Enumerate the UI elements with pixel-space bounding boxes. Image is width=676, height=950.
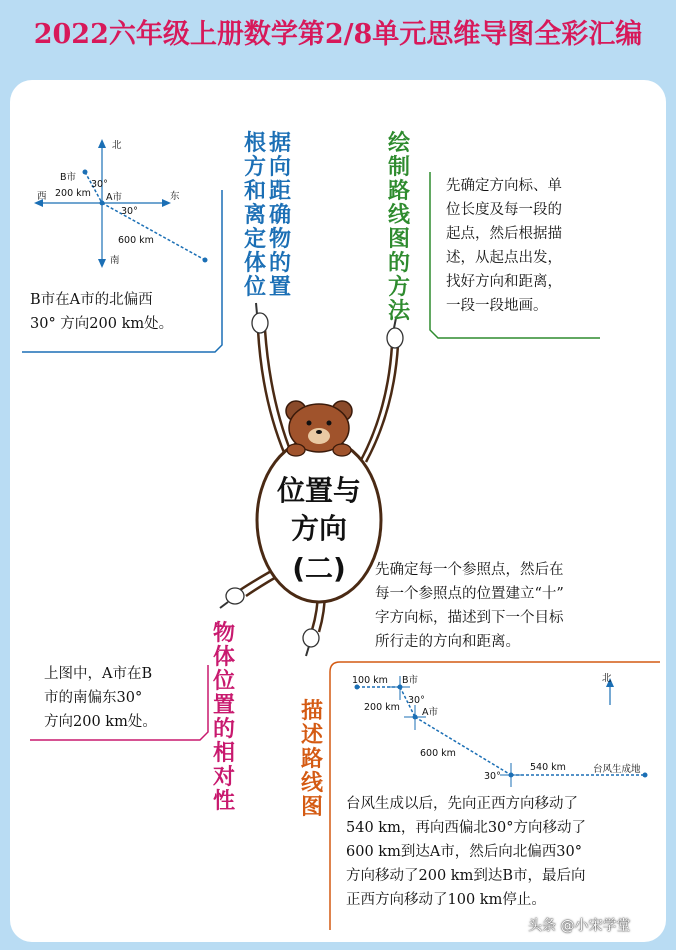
arm-right (360, 345, 392, 462)
diagram1-west: 西 (37, 191, 47, 202)
heading-position-col1: 根方和离定体位 (243, 131, 266, 300)
diagram1-east: 东 (170, 191, 180, 202)
note-route-method: 先确定方向标、单 位长度及每一段的 起点，然后根据描 述，从起点出发， 找好方向和距离， 一段一段地画。 (446, 178, 562, 314)
route-dist-100: 100 km (352, 675, 388, 686)
diagram1-dist1: 200 km (55, 188, 91, 199)
note-position: B市在A市的北偏西 30° 方向200 km处。 (30, 292, 174, 332)
route-angle: 30° (408, 695, 425, 706)
bear-icon (286, 401, 352, 456)
heading-describe-route: 描述路线图 (300, 699, 323, 820)
watermark: 头条 @小宋学堂 (528, 918, 631, 934)
diagram1-angle2: 30° (121, 206, 138, 217)
center-title-line1: 位置与 (276, 474, 362, 507)
route-dist-600: 600 km (420, 748, 456, 759)
arm-left (258, 330, 285, 455)
heading-position-col2: 据向距确物的置 (268, 131, 291, 300)
route-diagram (352, 672, 648, 787)
note-relativity: 上图中，A市在B 市的南偏东30° 方向200 km处。 (44, 666, 157, 730)
route-city-a: A市 (422, 707, 438, 718)
hand-left-icon (252, 303, 268, 333)
route-dist-200: 200 km (364, 702, 400, 713)
direction-diagram-1 (34, 139, 208, 268)
heading-relativity: 物体位置的相对性 (212, 621, 235, 814)
diagram1-north: 北 (112, 140, 122, 151)
diagram1-city-a: A市 (106, 192, 122, 203)
center-title-line3: (二) (292, 552, 346, 585)
hand-bottom-left-icon (220, 588, 244, 608)
hand-bottom-right-icon (303, 629, 319, 656)
diagram1-city-b: B市 (60, 172, 77, 183)
page-title: 2022六年级上册数学第2/8单元思维导图全彩汇编 (33, 19, 643, 50)
note-describe-route: 台风生成以后，先向正西方向移动了 540 km，再向西偏北30°方向移动了 600 km到达A市，然后向北偏西30° 方向移动了200 km到达B市，最后向 正西方向移动了100 km停止。 (346, 796, 587, 908)
route-north: 北 (602, 673, 612, 684)
center-title-line2: 方向 (290, 512, 348, 545)
route-city-b: B市 (402, 675, 419, 686)
route-origin: 台风生成地 (593, 764, 641, 775)
heading-route-method: 绘制路线图的方法 (387, 131, 410, 324)
intro-describe-route: 先确定每一个参照点，然后在 每一个参照点的位置建立“十” 字方向标，描述到下一个目标 所行走的方向和距离。 (375, 562, 564, 650)
diagram1-south: 南 (110, 255, 120, 266)
route-angle2: 30° (484, 771, 501, 782)
diagram1-dist2: 600 km (118, 235, 154, 246)
diagram1-angle1: 30° (91, 179, 108, 190)
route-dist-540: 540 km (530, 762, 566, 773)
